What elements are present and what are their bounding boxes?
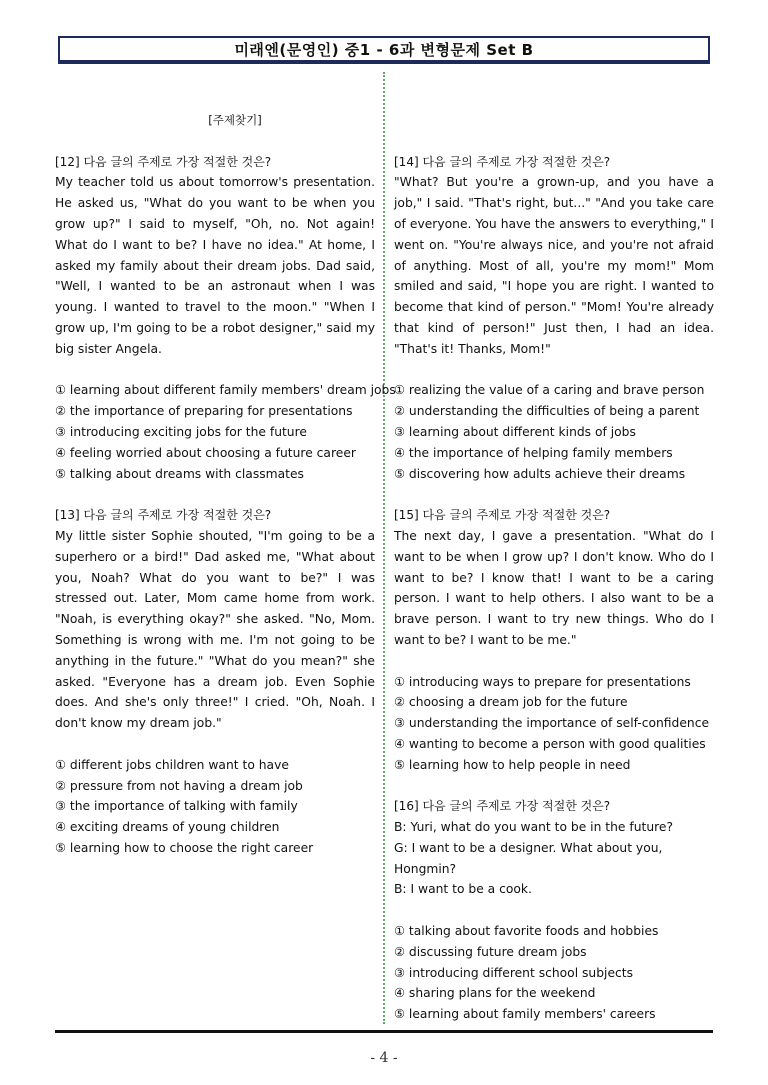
question-16-heading: [16] 다음 글의 주제로 가장 적절한 것은? xyxy=(394,799,611,814)
question-14-option-3[interactable]: ③ learning about different kinds of jobs xyxy=(394,424,636,439)
question-15-option-5[interactable]: ⑤ learning how to help people in need xyxy=(394,757,631,772)
page-title-text: 미래엔(문영인) 중1 - 6과 변형문제 Set B xyxy=(234,40,534,59)
question-16-option-3[interactable]: ③ introducing different school subjects xyxy=(394,965,634,980)
left-column xyxy=(55,110,396,859)
question-12-option-3[interactable]: ③ introducing exciting jobs for the future xyxy=(55,424,307,439)
page-title xyxy=(58,36,710,64)
question-15 xyxy=(394,505,714,775)
question-13-option-3[interactable]: ③ the importance of talking with family xyxy=(55,799,298,814)
question-16-dialogue-line: B: I want to be a cook. xyxy=(394,882,532,897)
question-12-option-2[interactable]: ② the importance of preparing for presentations xyxy=(55,404,353,419)
question-12-option-1[interactable]: ① learning about different family members' dream jobs xyxy=(55,383,396,398)
question-12-option-4[interactable]: ④ feeling worried about choosing a future career xyxy=(55,445,356,460)
question-15-option-2[interactable]: ② choosing a dream job for the future xyxy=(394,695,628,710)
question-15-option-4[interactable]: ④ wanting to become a person with good qualities xyxy=(394,736,706,751)
question-14-option-5[interactable]: ⑤ discovering how adults achieve their dreams xyxy=(394,466,686,481)
footer-rule xyxy=(55,1030,713,1033)
question-16-option-1[interactable]: ① talking about favorite foods and hobbies xyxy=(394,924,659,939)
question-13-option-1[interactable]: ① different jobs children want to have xyxy=(55,757,289,772)
question-14-option-4[interactable]: ④ the importance of helping family members xyxy=(394,445,673,460)
section-tag: [주제찾기] xyxy=(208,113,262,127)
question-12-heading: [12] 다음 글의 주제로 가장 적절한 것은? xyxy=(55,154,272,169)
question-13-option-4[interactable]: ④ exciting dreams of young children xyxy=(55,820,280,835)
question-14-option-1[interactable]: ① realizing the value of a caring and brave person xyxy=(394,383,705,398)
question-16-option-4[interactable]: ④ sharing plans for the weekend xyxy=(394,986,596,1001)
column-divider xyxy=(383,72,385,1024)
question-14 xyxy=(394,152,714,485)
question-16-dialogue-line: G: I want to be a designer. What about you, Hongmin? xyxy=(394,840,663,876)
question-16 xyxy=(394,796,714,1025)
question-14-heading: [14] 다음 글의 주제로 가장 적절한 것은? xyxy=(394,154,611,169)
right-column xyxy=(394,110,714,1025)
question-15-passage: The next day, I gave a presentation. "What do I want to be when I grow up? I don't know. Who do I want to be? I know that! I want to be a caring person. I want to help others. I also want to be a brave person. I want to try new things. Who do I want to be? I want to be me." xyxy=(394,528,714,647)
question-13 xyxy=(55,505,375,859)
question-12-option-5[interactable]: ⑤ talking about dreams with classmates xyxy=(55,466,304,481)
question-15-option-1[interactable]: ① introducing ways to prepare for presentations xyxy=(394,674,691,689)
question-16-dialogue-line: B: Yuri, what do you want to be in the future? xyxy=(394,820,674,835)
question-14-option-2[interactable]: ② understanding the difficulties of being a parent xyxy=(394,404,700,419)
question-13-passage: My little sister Sophie shouted, "I'm going to be a superhero or a bird!" Dad asked me, "What about you, Noah? What do you want to be?" I was stressed out. Later, Mom came home from work. "Noah, is everything okay?" she asked. "No, Mom. Something is wrong with me. I'm not going to be anything in the future." "What do you mean?" she asked. "Everyone has a dream job. Even Sophie does. And she's only three!" I cried. "Oh, Noah. I don't know my dream job." xyxy=(55,528,375,731)
question-12-passage: My teacher told us about tomorrow's presentation. He asked us, "What do you want to be when you grow up?" I said to myself, "Oh, no. Not again! What do I want to be? I have no idea." At home, I asked my family about their dream jobs. Dad said, "Well, I wanted to be an astronaut when I was young. I wanted to travel to the moon." "When I grow up, I'm going to be a robot designer," said my big sister Angela. xyxy=(55,175,375,356)
question-16-option-5[interactable]: ⑤ learning about family members' careers xyxy=(394,1007,656,1022)
question-16-option-2[interactable]: ② discussing future dream jobs xyxy=(394,944,587,959)
page-number: - 4 - xyxy=(370,1050,398,1066)
question-15-option-3[interactable]: ③ understanding the importance of self-confidence xyxy=(394,716,710,731)
question-15-heading: [15] 다음 글의 주제로 가장 적절한 것은? xyxy=(394,508,611,523)
question-12 xyxy=(55,152,396,485)
question-13-option-5[interactable]: ⑤ learning how to choose the right career xyxy=(55,840,314,855)
question-13-option-2[interactable]: ② pressure from not having a dream job xyxy=(55,778,303,793)
question-14-passage: "What? But you're a grown-up, and you have a job," I said. "That's right, but..." "And you take care of everyone. You have the answers to everything," I went on. "You're always nice, and you're not afraid of anything. Most of all, you're my mom!" Mom smiled and said, "I hope you are right. I wanted to become that kind of person." "Mom! You're already that kind of person!" Just then, I had an idea. "That's it! Thanks, Mom!" xyxy=(394,175,714,356)
question-13-heading: [13] 다음 글의 주제로 가장 적절한 것은? xyxy=(55,508,272,523)
